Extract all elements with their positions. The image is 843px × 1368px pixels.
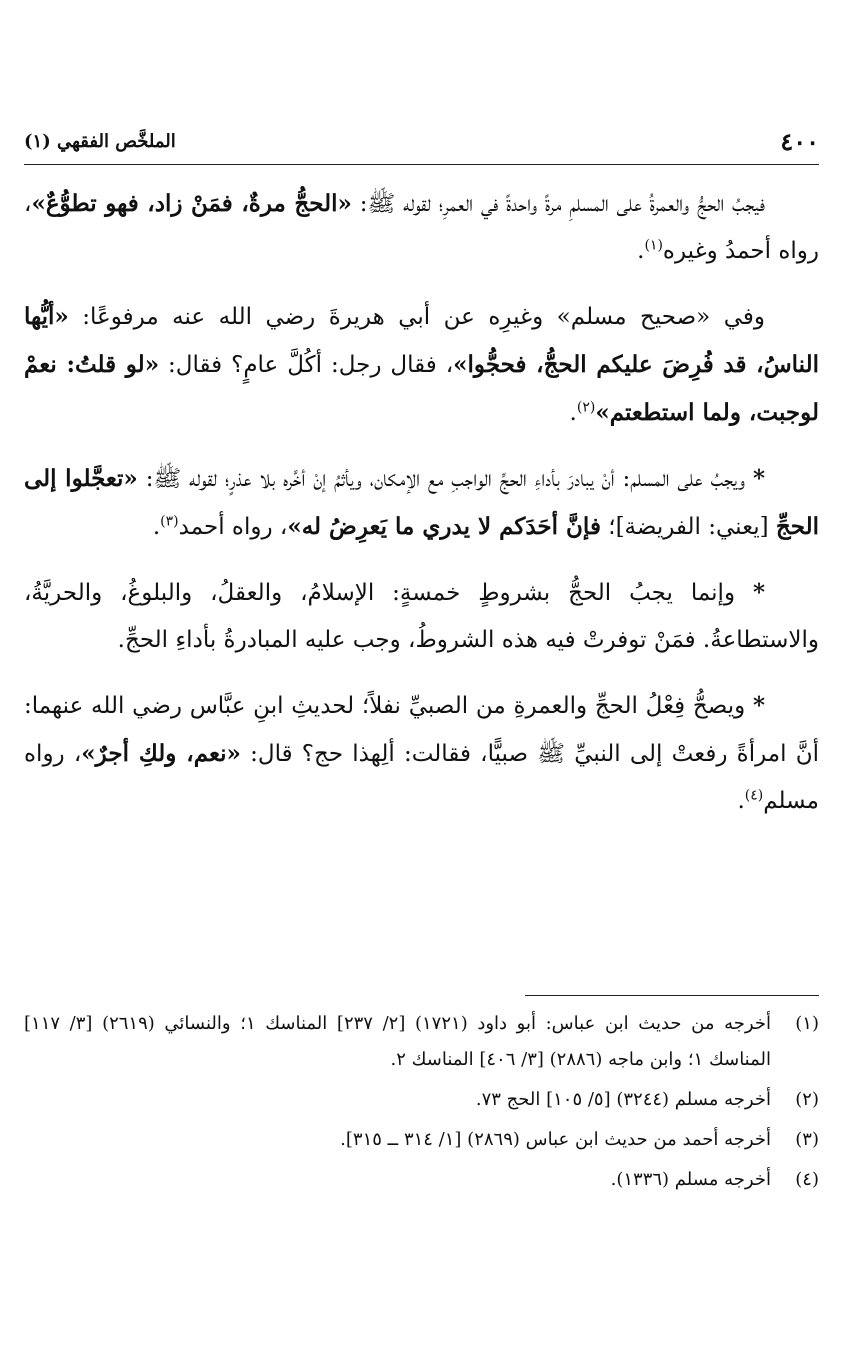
page-header bbox=[24, 126, 819, 156]
footnote-number: (٤) bbox=[795, 1169, 819, 1190]
footnote-ref-2: (٢) bbox=[576, 399, 596, 416]
main-text bbox=[24, 180, 819, 843]
star-marker: * bbox=[752, 692, 765, 719]
hadith-quote: فإنَّ أحَدَكم لا يدري ما يَعرِضُ له» bbox=[287, 513, 601, 540]
paragraph-1: فيجبُ الحجُّ والعمرةُ على المسلمِ مرةً واحدةً في العمرِ؛ لقوله ﷺ: «الحجُّ مرةٌ، فمَنْ زاد، فهو تطوُّعٌ»، رواه أحمدُ وغيره$^{(١)}$. bbox=[24, 190, 819, 264]
footnote-item bbox=[24, 1122, 819, 1158]
hadith-quote: «لو قلتُ: نعمْ لوجبت، ولما استطعتم» bbox=[24, 351, 819, 426]
page-number: ٤٠٠ bbox=[780, 126, 819, 156]
footnote-item bbox=[24, 1006, 819, 1078]
footnote-item bbox=[24, 1162, 819, 1198]
footnote-number: (٢) bbox=[795, 1089, 819, 1110]
footnote-text: أخرجه أحمد من حديث ابن عباس (٢٨٦٩) [١/ ٣١٤ ــ ٣١٥]. bbox=[340, 1129, 771, 1150]
footnote-item bbox=[24, 1082, 819, 1118]
footnote-text: أخرجه من حديث ابن عباس: أبو داود (١٧٢١) [٢/ ٢٣٧] المناسك ١؛ والنسائي (٢٦١٩) [٣/ ١١٧] المناسك ١؛ وابن ماجه (٢٨٨٦) [٣/ ٤٠٦] المناسك ٢. bbox=[24, 1013, 771, 1070]
footnote-number: (١) bbox=[795, 1013, 819, 1034]
hadith-quote: «تعجَّلوا إلى الحجِّ bbox=[24, 465, 819, 540]
paragraph-3: * ويجبُ على المسلم: أنْ يبادرَ بأداءِ الحجِّ الواجبِ مع الإمكان، ويأثمُ إنْ أخَّره بلا عذرٍ؛ لقوله ﷺ: «تعجَّلوا إلى الحجِّ [يعني: الفريضة]؛ فإنَّ أحَدَكم لا يدري ما يَعرِضُ له»، رواه أحمد$^{(٣)}$. bbox=[24, 465, 819, 540]
paragraph-2: وفي «صحيح مسلم» وغيرِه عن أبي هريرةَ رضي الله عنه مرفوعًا: «أيُّها الناسُ، قد فُرِضَ عليكم الحجُّ، فحجُّوا»، فقال رجل: أكُلَّ عامٍ؟ فقال: «لو قلتُ: نعمْ لوجبت، ولما استطعتم»$^{(٢)}$. bbox=[24, 303, 820, 426]
star-marker: * bbox=[752, 465, 765, 492]
hadith-quote: «نعم، ولكِ أجرٌ» bbox=[81, 740, 241, 767]
paragraph-4: * وإنما يجبُ الحجُّ بشروطٍ خمسةٍ: الإسلامُ، والعقلُ، والبلوغُ، والحريَّةُ، والاستطاعةُ. فمَنْ توفرتْ فيه هذه الشروطُ، وجب عليه المبادرةُ بأداءِ الحجِّ. bbox=[24, 579, 819, 653]
footnote-text: أخرجه مسلم (٣٢٤٤) [٥/ ١٠٥] الحج ٧٣. bbox=[475, 1089, 771, 1110]
running-title: الملخَّص الفقهي (١) bbox=[24, 130, 176, 152]
footnote-ref-1: (١) bbox=[644, 237, 663, 254]
paragraph-5: * ويصحُّ فِعْلُ الحجِّ والعمرةِ من الصبيِّ نفلاً؛ لحديثِ ابنِ عبَّاس رضي الله عنهما: أنَّ امرأةً رفعتْ إلى النبيِّ ﷺ صبيًّا، فقالت: ألِهذا حج؟ قال: «نعم، ولكِ أجرٌ»، رواه مسلم$^{(٤)}$. bbox=[24, 692, 819, 814]
footnote-separator bbox=[525, 995, 819, 996]
footnote-number: (٣) bbox=[795, 1129, 819, 1150]
footnote-ref-3: (٣) bbox=[160, 513, 179, 530]
footnote-ref-4: (٤) bbox=[744, 787, 764, 804]
footnotes bbox=[24, 1006, 819, 1202]
footnote-text: أخرجه مسلم (١٣٣٦). bbox=[610, 1169, 771, 1190]
star-marker: * bbox=[752, 579, 766, 606]
header-rule bbox=[24, 164, 819, 165]
hadith-quote: «الحجُّ مرةٌ، فمَنْ زاد، فهو تطوُّعٌ» bbox=[31, 190, 352, 217]
hadith-quote: «أيُّها الناسُ، قد فُرِضَ عليكم الحجُّ، فحجُّوا» bbox=[24, 303, 820, 378]
